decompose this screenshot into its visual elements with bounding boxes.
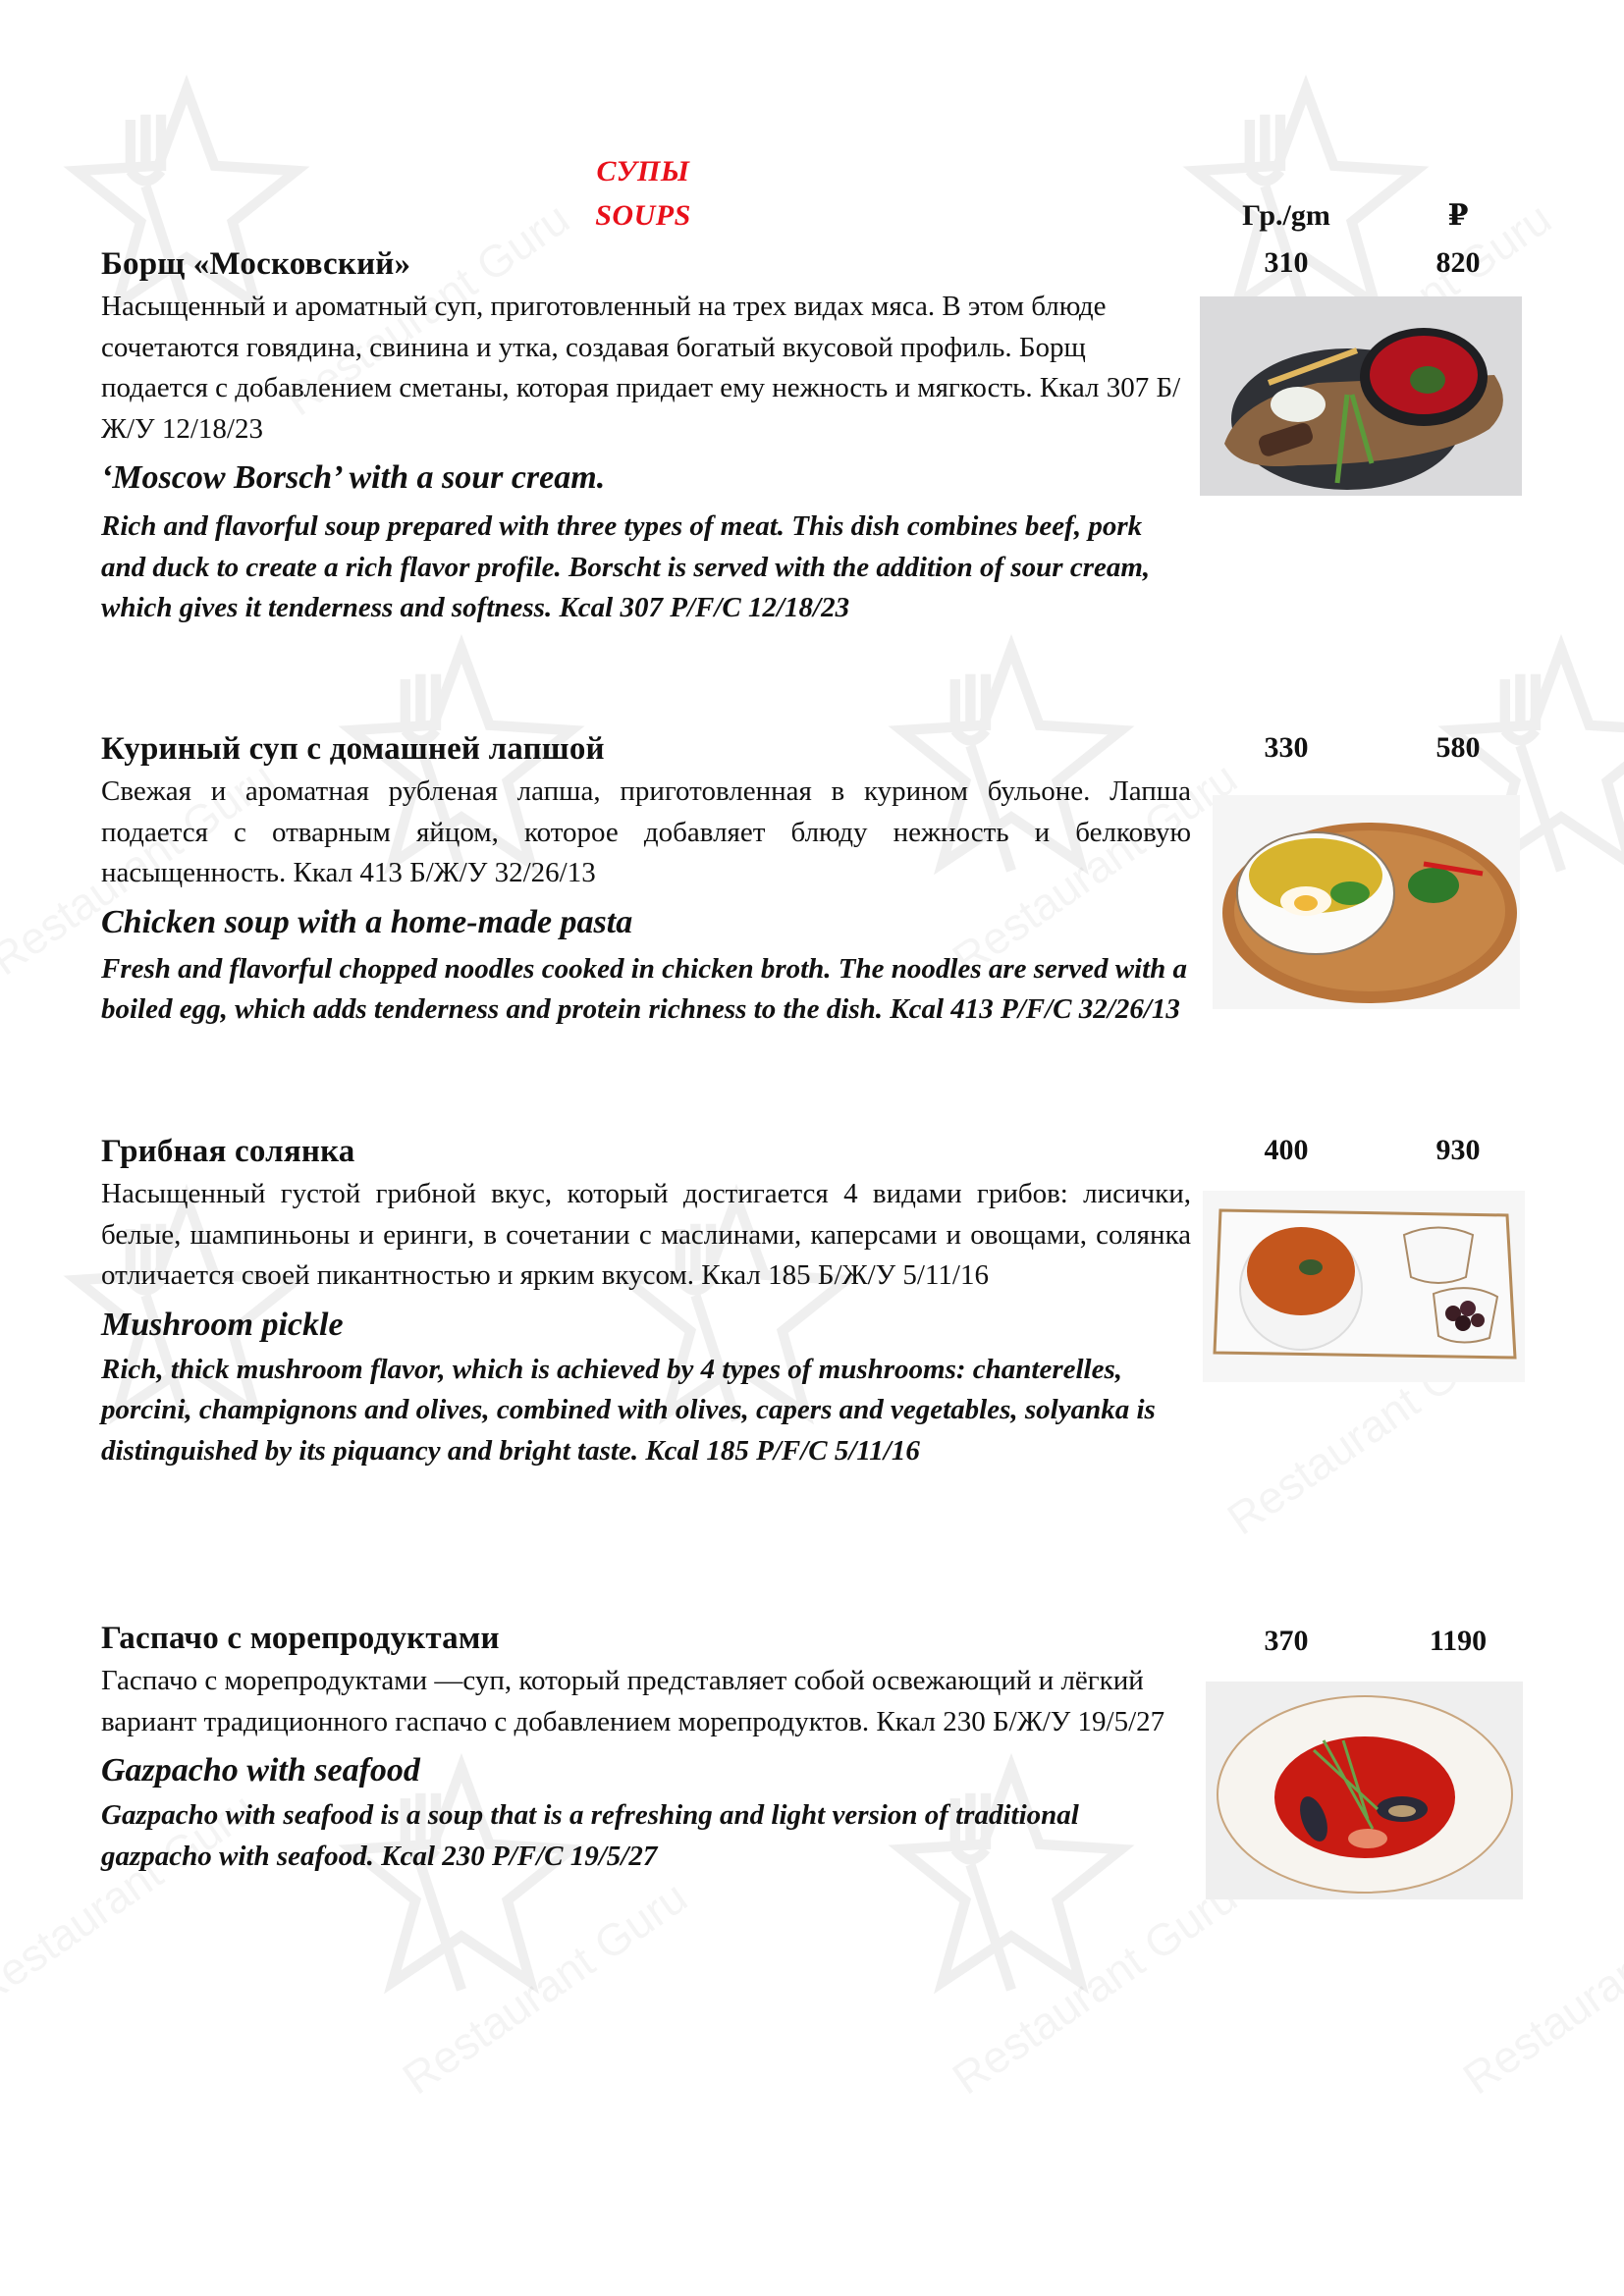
section-title-en: SOUPS: [595, 199, 691, 232]
dish-description-en: Rich, thick mushroom flavor, which is achieved by 4 types of mushrooms: chanterelles, porcini, champignons and olives, combined with olives, capers and vegetables, solyanka is distinguished by its piquancy and bright taste. Kcal 185 P/F/C 5/11/16: [101, 1353, 1156, 1467]
dish-description-en: Fresh and flavorful chopped noodles cooked in chicken broth. The noodles are served with a boiled egg, which adds tenderness and protein richness to the dish. Kcal 413 P/F/C 32/26/13: [101, 952, 1188, 1025]
borscht-photo: [1200, 296, 1522, 496]
dish-description-ru: Свежая и ароматная рубленая лапша, приготовленная в курином бульоне. Лапша подается с отварным яйцом, которое добавляет блюду нежность и белковую насыщенность. Ккал 413 Б/Ж/У 32/26/13: [101, 775, 1191, 888]
menu-item-gazpacho: [101, 1616, 1191, 1877]
dish-name-ru: Куриный суп с домашней лапшой: [101, 731, 605, 767]
dish-name-en: Gazpacho with seafood: [101, 1752, 420, 1789]
dish-description-ru: Насыщенный густой грибной вкус, который достигается 4 видами грибов: лисички, белые, шампиньоны и еринги, в сочетании с маслинами, каперсами и овощами, солянка отличается своей пикантностью и ярким вкусом. Ккал 185 Б/Ж/У 5/11/16: [101, 1178, 1191, 1291]
dish-price: 820: [1435, 246, 1481, 279]
weight-column-header: Гр./gm: [1242, 199, 1330, 232]
gazpacho-seafood-photo: [1206, 1682, 1523, 1899]
dish-weight: 330: [1264, 731, 1309, 764]
dish-price: 930: [1435, 1134, 1481, 1166]
dish-price: 580: [1435, 731, 1481, 764]
dish-description-ru: Гаспачо с морепродуктами —суп, который представляет собой освежающий и лёгкий вариант традиционного гаспачо с добавлением морепродуктов. Ккал 230 Б/Ж/У 19/5/27: [101, 1665, 1165, 1737]
dish-weight: 400: [1264, 1134, 1309, 1166]
price-column-header: ₽: [1447, 199, 1469, 232]
menu-item-mushroom-solyanka: [101, 1129, 1191, 1471]
section-title-ru: СУПЫ: [596, 155, 690, 187]
menu-item-chicken-soup: [101, 726, 1191, 1031]
dish-name-en: ‘Moscow Borsch’ with a sour cream.: [101, 459, 606, 496]
dish-name-en: Mushroom pickle: [101, 1306, 344, 1343]
dish-description-en: Gazpacho with seafood is a soup that is a refreshing and light version of traditional gazpacho with seafood. Kcal 230 P/F/C 19/5/27: [101, 1799, 1079, 1872]
dish-weight: 310: [1264, 246, 1309, 279]
dish-name-ru: Гаспачо с морепродуктами: [101, 1621, 500, 1656]
dish-name-ru: Борщ «Московский»: [101, 246, 411, 282]
mushroom-solyanka-photo: [1203, 1191, 1525, 1382]
dish-description-ru: Насыщенный и ароматный суп, приготовленный на трех видах мяса. В этом блюде сочетаются говядина, свинина и утка, создавая богатый вкусовой профиль. Борщ подается с добавлением сметаны, которая придает ему нежность и мягкость. Ккал 307 Б/Ж/У 12/18/23: [101, 291, 1181, 445]
dish-name-ru: Грибная солянка: [101, 1134, 355, 1169]
dish-weight: 370: [1264, 1625, 1309, 1657]
dish-price: 1190: [1429, 1625, 1488, 1657]
dish-description-en: Rich and flavorful soup prepared with three types of meat. This dish combines beef, pork and duck to create a rich flavor profile. Borscht is served with the addition of sour cream, which gives it tenderness and softness. Kcal 307 P/F/C 12/18/23: [101, 510, 1151, 623]
menu-item-borscht: [101, 241, 1191, 629]
chicken-noodle-soup-photo: [1213, 795, 1520, 1009]
dish-name-en: Chicken soup with a home-made pasta: [101, 903, 633, 940]
